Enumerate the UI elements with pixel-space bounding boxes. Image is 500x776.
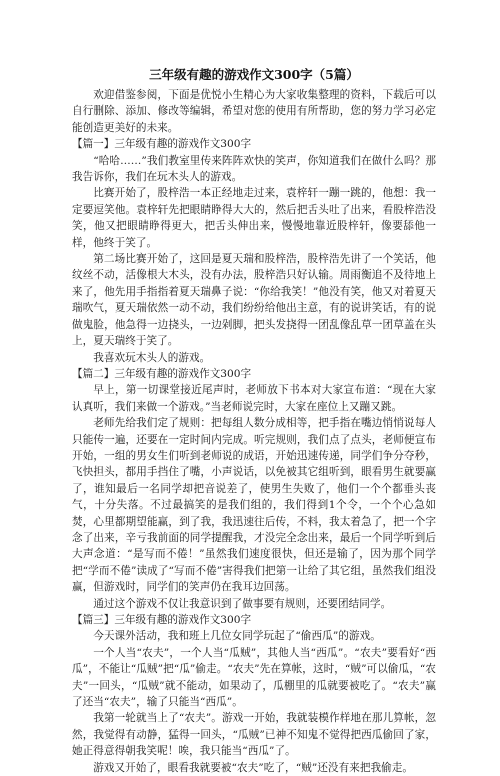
essay-2-heading: 【篇二】三年级有趣的游戏作文300字 (72, 367, 252, 380)
essay-1-paragraph: “哈哈……”我们教室里传来阵阵欢快的笑声，你知道我们在做什么吗？那我告诉你，我们在玩木头人的游戏。 (72, 154, 436, 184)
essay-3-heading: 【篇三】三年级有趣的游戏作文300字 (72, 614, 252, 626)
essay-1-heading: 【篇一】三年级有趣的游戏作文300字 (72, 138, 252, 151)
essay-2-paragraph: 老师先给我们定了规则：把每组人数分成相等，把手指在嘴边悄悄说每人只能传一遍，还要在一定时间内完成。听完规则，我们点了点头，老师便宣布开始，一组的男女生们听到老师说的成语，开始迅速传递，同学们争分夺秒，飞快担头，都用手挡住了嘴，小声说话，以免被其它组听到，眼看男生就要赢了，谁知最后一名同学却把音说差了，使男生失败了，他们一个个都垂头丧气，十分失落。不过最搞笑的是我们组的，我们得到1个令，一个个心急如焚，心里都期望能赢，到了我，我迅速往后传，不料，我太着急了，把一个字念了出来，辛亏我前面的同学提醒我，才没完全念出来，最后一个同学听到后大声念道：“是写而不倦！”虽然我们速度很快，但还是输了，因为那个同学把“学而不倦”读成了“写而不倦”害得我们把第一让给了其它组，虽然我们组没赢，但游戏时，同学们的笑声仍在我耳边回荡。 (72, 417, 436, 594)
essay-2-paragraph: 早上，第一切课堂接近尾声时，老师放下书本对大家宣布道：“现在大家认真听，我们来做一个游戏。”当老师说完时，大家在座位上又蹦又跳。 (72, 384, 436, 413)
essay-3-paragraph: 我第一轮就当上了“农夫”。游戏一开始，我就装模作样地在那儿算帐，忽然，我觉得有动静，猛得一回头，“瓜贼”已神不知鬼不觉得把西瓜偷回了家，她正得意得朝我笑呢！唉，我只能当“西瓜”了。 (72, 712, 436, 758)
intro-paragraph: 欢迎借鉴参阅，下面是优悦小生精心为大家收集整理的资料，下载后可以自行删除、添加、修改等编辑，希望对您的使用有所帮助，您的努力学习必定能创造更美好的未来。 (72, 89, 436, 134)
essay-3-paragraph: 今天课外活动，我和班上几位女同学玩起了“偷西瓜”的游戏。 (93, 630, 381, 643)
essay-1-paragraph: 第二场比赛开始了，这回是夏天瑞和股梓浩，股梓浩先讲了一个笑话，他纹丝不动，活像根大木头，没有办法，股梓浩只好认输。周雨衡追不及待地上来了，他先用手指指着夏天瑞鼻子说：“你给我笑！”他没有笑，他又对着夏天瑞吹气，夏天瑞依然一动不动，我们纷纷给他出主意，有的说讲笑话，有的说做鬼脸，他急得一边挠头，一边剁脚，把头发挠得一团乱像乱草一团草盖在头上，夏天瑞终于笑了。 (72, 253, 436, 348)
document-title: 三年级有趣的游戏作文300字（5篇） (149, 67, 359, 82)
essay-2-paragraph: 通过这个游戏不仅让我意识到了做事要有规则，还要团结同学。 (93, 597, 392, 610)
essay-3-paragraph: 游戏又开始了，眼看我就要被“农夫”吃了，“贼”还没有来把我偷走。 (93, 761, 414, 774)
essay-3 (72, 612, 436, 776)
essay-1-paragraph: 比赛开始了，股梓浩一本正经地走过来，袁梓轩一蹦一跳的，他想：我一定要逗笑他。袁梓轩先把眼睛睁得大大的，然后把舌头吐了出来，看股梓浩没笑，他又把眼睛睁得更大，把舌头伸出来，慢慢地靠近股梓轩，像要舔他一样，他终于笑了。 (72, 187, 436, 249)
essay-1-paragraph: 我喜欢玩木头人的游戏。 (93, 351, 211, 364)
essay-2 (72, 366, 436, 612)
essay-3-paragraph: 一个人当“农夫”，一个人当“瓜贼”，其他人当“西瓜”。“农夫”要看好“西瓜”，不能让“瓜贼”把“瓜”偷走。“农夫”先在算帐，这时，“贼”可以偷瓜，“农夫”一回头，“瓜贼”就不能动，如果动了，瓜棚里的瓜就要被吃了。“农夫”赢了还当“农夫”，输了只能当“西瓜”。 (72, 646, 436, 709)
essay-1 (72, 136, 436, 366)
